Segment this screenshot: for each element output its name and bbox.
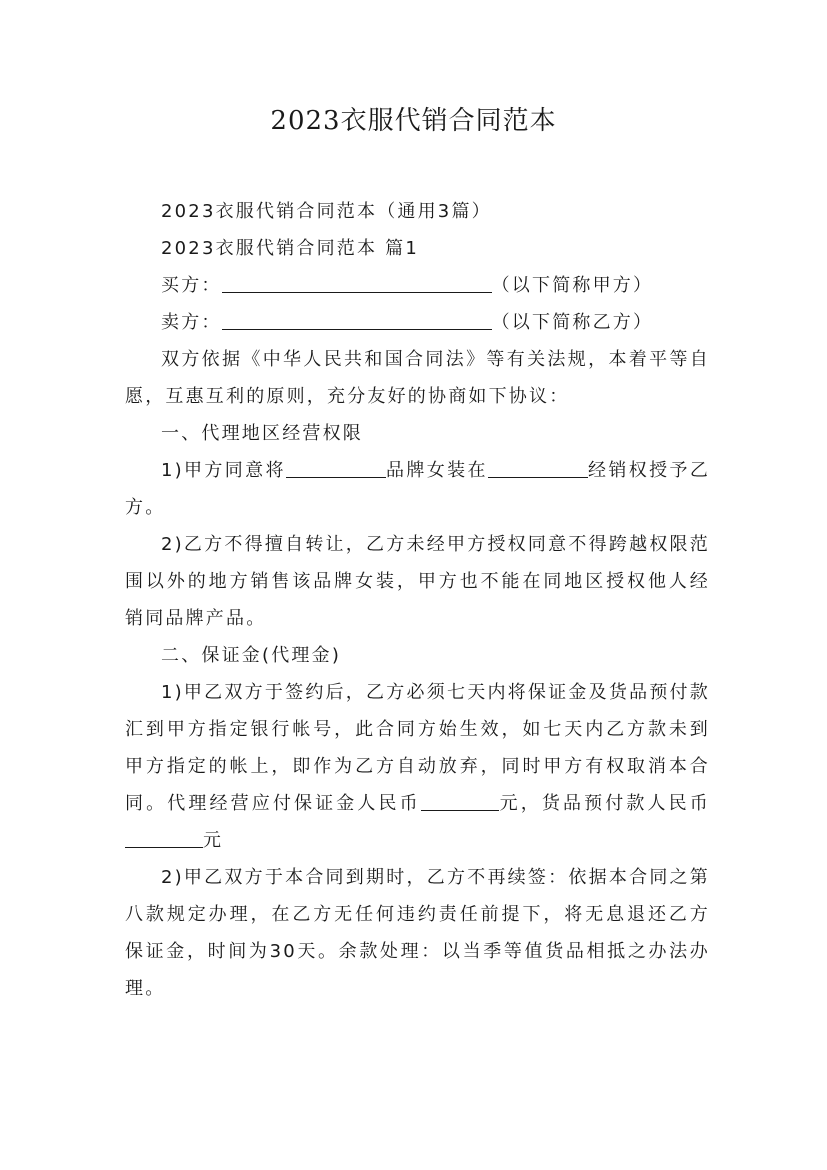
seller-label: 卖方： <box>161 312 222 333</box>
clause-1-1-part-b: 品牌女装在 <box>385 460 488 481</box>
deposit-amount-blank <box>421 792 499 811</box>
clause-2-1-part-c: 元 <box>203 830 224 851</box>
clause-1-1-part-c: 经销权授予乙方。 <box>125 460 711 518</box>
seller-blank <box>222 311 492 330</box>
clause-1-1 <box>125 452 710 526</box>
buyer-label: 买方： <box>161 275 222 296</box>
document-body <box>125 193 710 1007</box>
clause-1-1-part-a: 1)甲方同意将 <box>161 460 286 481</box>
clause-2-2: 2)甲乙双方于本合同到期时，乙方不再续签：依据本合同之第八款规定办理，在乙方无任何违约责任前提下，将无息退还乙方保证金，时间为30天。余款处理：以当季等值货品相抵之办法办理。 <box>125 867 710 999</box>
prepayment-amount-blank <box>125 829 203 848</box>
clause-2-1-part-b: 元，货品预付款人民币 <box>498 793 710 814</box>
seller-suffix: （以下简称乙方） <box>491 312 654 333</box>
intro-paragraph: 双方依据《中华人民共和国合同法》等有关法规，本着平等自愿，互惠互利的原则，充分友好的协商如下协议： <box>125 349 710 407</box>
heading-deposit: 二、保证金(代理金) <box>161 645 342 666</box>
buyer-line <box>125 267 710 304</box>
region-blank <box>488 459 588 478</box>
brand-blank <box>286 459 386 478</box>
seller-line <box>125 304 710 341</box>
clause-2-1-part-a: 1)甲乙双方于签约后，乙方必须七天内将保证金及货品预付款汇到甲方指定银行帐号，此合同方始生效，如七天内乙方款未到甲方指定的帐上，即作为乙方自动放弃，同时甲方有权取消本合同。代理经营应付保证金人民币 <box>125 682 710 814</box>
document-title: 2023衣服代销合同范本 <box>270 106 557 136</box>
clause-2-1 <box>125 674 710 859</box>
buyer-suffix: （以下简称甲方） <box>491 275 654 296</box>
clause-1-2: 2)乙方不得擅自转让，乙方未经甲方授权同意不得跨越权限范围以外的地方销售该品牌女装，甲方也不能在同地区授权他人经销同品牌产品。 <box>125 534 710 629</box>
heading-agency-region: 一、代理地区经营权限 <box>161 423 363 444</box>
buyer-blank <box>222 274 492 293</box>
subtitle: 2023衣服代销合同范本（通用3篇） <box>161 201 492 222</box>
section-heading: 2023衣服代销合同范本 篇1 <box>161 238 419 259</box>
